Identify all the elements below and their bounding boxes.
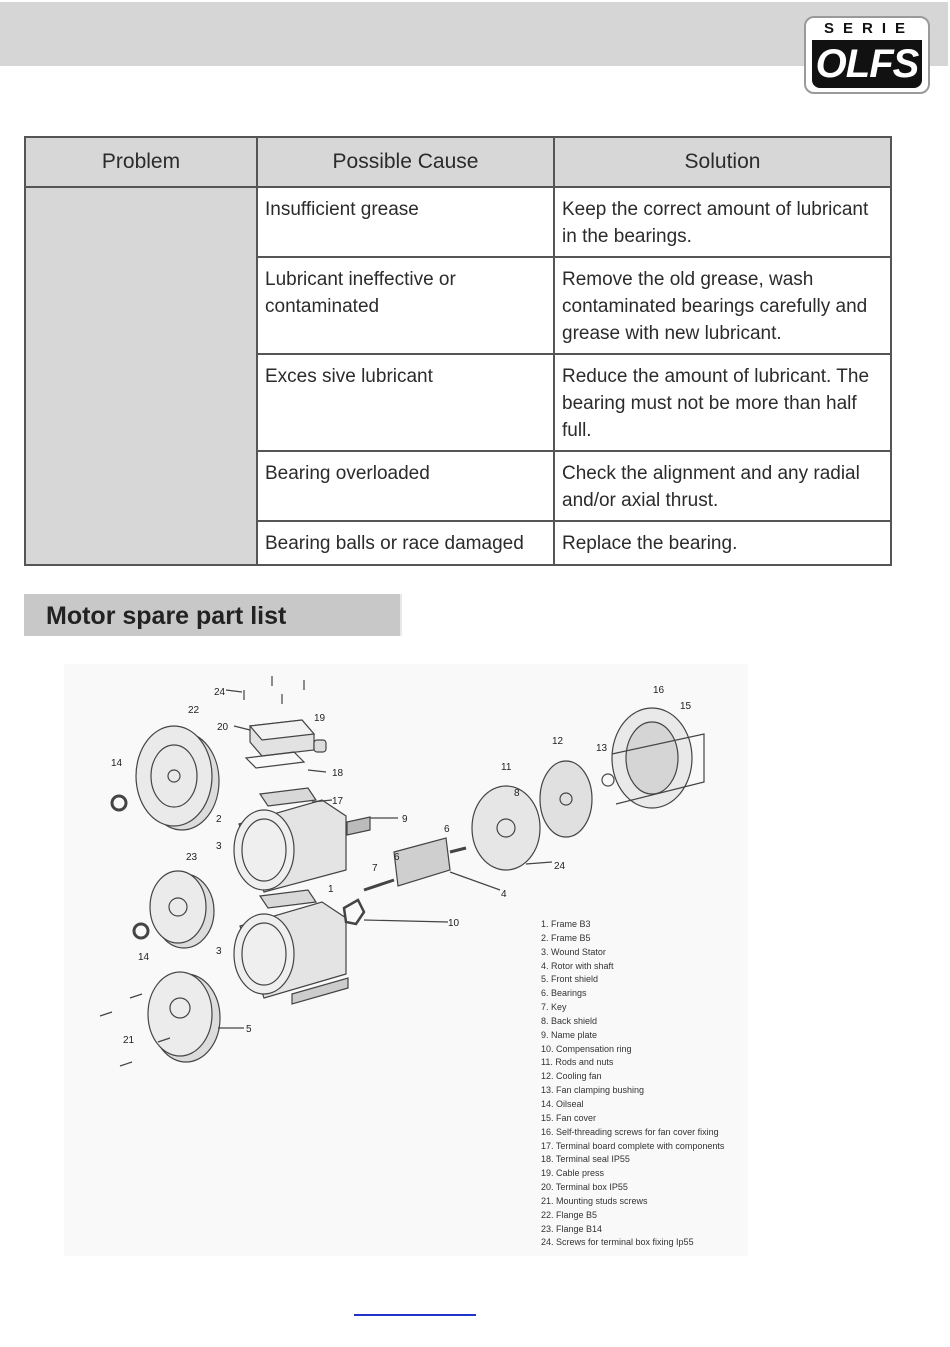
callout-label: 20 xyxy=(217,722,229,733)
cause-cell: Insufficient grease xyxy=(257,187,554,257)
list-item: 10. Compensation ring xyxy=(541,1043,632,1054)
callout-label: 11 xyxy=(501,762,512,773)
list-item: 24. Screws for terminal box fixing Ip55 xyxy=(541,1237,694,1248)
callout-label: 18 xyxy=(332,768,344,779)
callout-label: 23 xyxy=(186,852,198,863)
brand-logo xyxy=(804,16,930,94)
logo-olfs-text: OLFS xyxy=(812,40,922,88)
solution-cell: Check the alignment and any radial and/or axial thrust. xyxy=(554,451,891,521)
solution-cell: Replace the bearing. xyxy=(554,521,891,565)
cause-cell: Bearing overloaded xyxy=(257,451,554,521)
callout-label: 14 xyxy=(138,952,150,963)
callout-label: 24 xyxy=(554,861,566,872)
list-item: 1. Frame B3 xyxy=(541,919,591,929)
callout-label: 22 xyxy=(188,705,200,716)
callout-label: 7 xyxy=(372,863,378,874)
list-item: 2. Frame B5 xyxy=(541,932,591,943)
callout-label: 13 xyxy=(596,743,608,754)
cause-cell: Lubricant ineffective or contaminated xyxy=(257,257,554,354)
logo-serie-text: SERIE xyxy=(824,20,915,37)
callout-label: 24 xyxy=(214,687,226,698)
list-item: 15. Fan cover xyxy=(541,1112,597,1123)
list-item: 22. Flange B5 xyxy=(541,1209,598,1220)
callout-label: 3 xyxy=(216,946,222,957)
header-solution: Solution xyxy=(554,137,891,187)
spare-parts-list xyxy=(541,918,751,1250)
callout-label: 15 xyxy=(680,701,692,712)
callout-label: 19 xyxy=(314,713,326,724)
list-item: 14. Oilseal xyxy=(541,1098,584,1109)
footer-link[interactable] xyxy=(354,1314,476,1316)
list-item: 9. Name plate xyxy=(541,1029,598,1040)
list-item: 4. Rotor with shaft xyxy=(541,960,614,971)
cause-cell: Bearing balls or race damaged xyxy=(257,521,554,565)
solution-cell: Keep the correct amount of lubricant in the bearings. xyxy=(554,187,891,257)
table-header-row xyxy=(25,137,891,187)
list-item: 18. Terminal seal IP55 xyxy=(541,1154,630,1165)
list-item: 3. Wound Stator xyxy=(541,946,606,957)
list-item: 6. Bearings xyxy=(541,988,587,999)
list-item: 12. Cooling fan xyxy=(541,1071,602,1082)
list-item: 21. Mounting studs screws xyxy=(541,1195,648,1206)
callout-label: 16 xyxy=(653,685,665,696)
header-possible-cause: Possible Cause xyxy=(257,137,554,187)
spare-parts-heading: Motor spare part list xyxy=(24,594,402,636)
callout-label: 9 xyxy=(402,814,408,825)
callout-label: 8 xyxy=(514,788,520,799)
callout-label: 5 xyxy=(246,1024,252,1035)
list-item: 5. Front shield xyxy=(541,974,599,985)
list-item: 7. Key xyxy=(541,1002,567,1013)
list-item: 13. Fan clamping bushing xyxy=(541,1085,645,1096)
cause-cell: Exces sive lubricant xyxy=(257,354,554,451)
list-item: 16. Self-threading screws for fan cover fixing xyxy=(541,1126,719,1137)
callout-label: 3 xyxy=(216,841,222,852)
troubleshooting-table xyxy=(24,136,892,566)
callout-label: 4 xyxy=(501,889,507,900)
solution-cell: Reduce the amount of lubricant. The bearing must not be more than half full. xyxy=(554,354,891,451)
list-item: 20. Terminal box IP55 xyxy=(541,1182,628,1193)
callout-label: 2 xyxy=(216,814,222,825)
list-item: 23. Flange B14 xyxy=(541,1223,603,1234)
list-item: 11. Rods and nuts xyxy=(541,1057,614,1068)
list-item: 17. Terminal board complete with components xyxy=(541,1140,725,1151)
list-item: 19. Cable press xyxy=(541,1168,605,1179)
header-problem: Problem xyxy=(25,137,257,187)
callout-label: 1 xyxy=(328,884,334,895)
callout-label: 10 xyxy=(448,918,460,929)
problem-cell xyxy=(25,187,257,565)
callout-label: 6 xyxy=(444,824,450,835)
callout-label: 14 xyxy=(111,758,123,769)
callout-label: 6 xyxy=(394,852,400,863)
callout-label: 17 xyxy=(332,796,344,807)
callout-label: 21 xyxy=(123,1035,135,1046)
list-item: 8. Back shield xyxy=(541,1015,598,1026)
callout-label: 12 xyxy=(552,736,564,747)
solution-cell: Remove the old grease, wash contaminated bearings carefully and grease with new lubricant. xyxy=(554,257,891,354)
table-row xyxy=(25,187,891,257)
